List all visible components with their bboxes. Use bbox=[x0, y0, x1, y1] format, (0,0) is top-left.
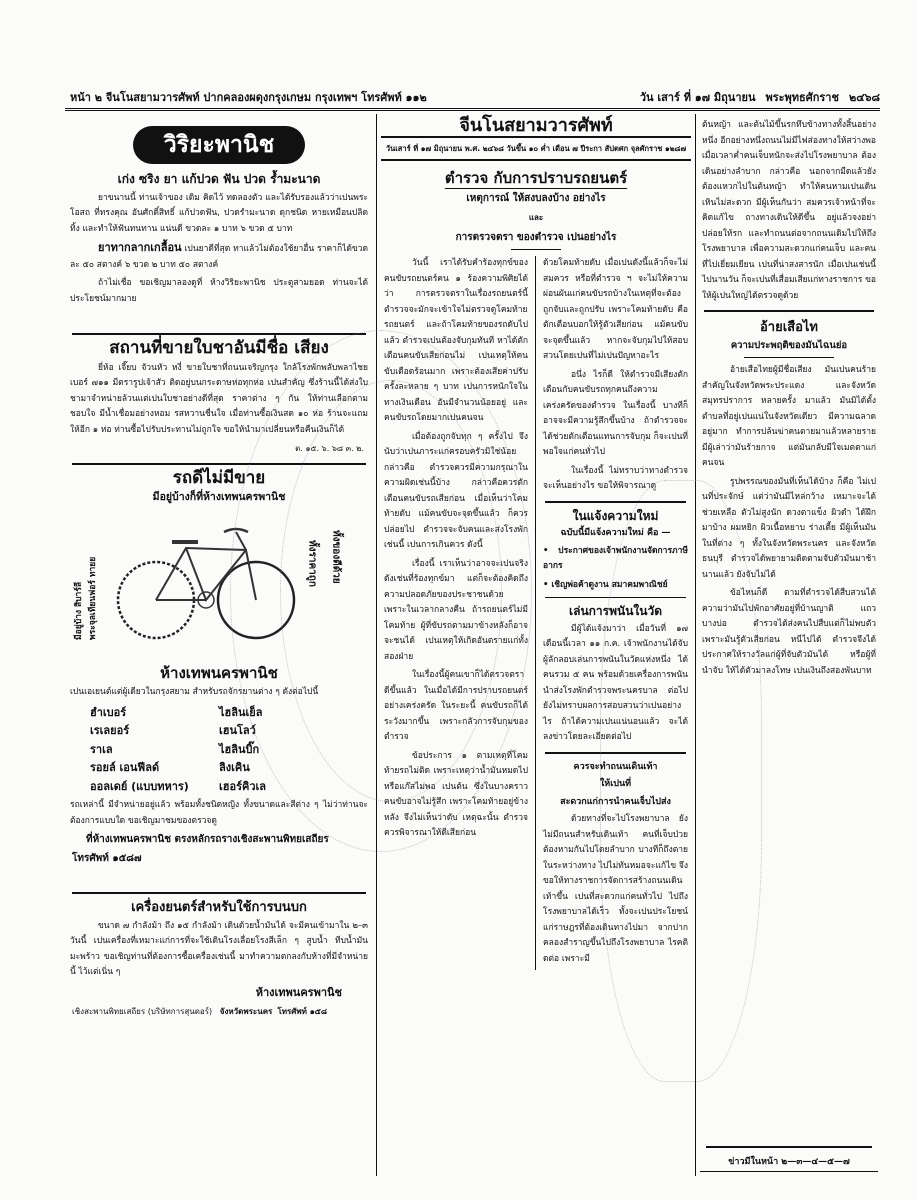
ad-bicycle-shop: ห้างเทพนครพานิช bbox=[160, 663, 278, 682]
article-subtitle: ความประพฤติของมันไฉนย่อ bbox=[730, 339, 848, 351]
masthead: จีนโนสยามวารศัพท์ bbox=[459, 115, 613, 136]
page-header bbox=[70, 86, 880, 108]
editorial-conjunction: และ bbox=[528, 213, 544, 222]
paragraph: ข้อประการ ๑ ตามเหตุที่โคมท้ายรถไม่ติด เพราะเหตุว่าน้ำมันหมดไป หรือแก๊สไม่พอ เปนต้น ซึ่งในบางคราวคนขับอาจไม่รู้สึก เพราะโคมท้ายอยู่ข้างหลัง จึงไม่เห็นว่าดับ เหตุฉะนั้น ตำรวจควรพิจารณาให้ดีเสียก่อน bbox=[384, 750, 528, 838]
brand-item: ไฮลินเย็ล bbox=[219, 705, 263, 719]
news-gambling-title: เล่นการพนันในวัด bbox=[568, 604, 663, 618]
news-road-title-2: ให้เปนที่ bbox=[599, 779, 632, 789]
brand-item: ลิงเคิน bbox=[219, 761, 250, 774]
right-footer-area bbox=[700, 1140, 878, 1172]
section-divider bbox=[72, 333, 366, 335]
brand-item: ฮำเบอร์ bbox=[90, 705, 127, 719]
paragraph: เมื่อต้องถูกจับทุก ๆ ครั้งไป จึงนับว่าเปนภาระแก่ครอบครัวมิใช่น้อย กล่าวคือ ตำรวจควรมีความกรุณาในความผิดเช่นนี้บ้าง กล่าวคือควรตักเตือนคนขับรถเสียก่อน เมื่อเห็นว่าโคมท้ายดับ แม้คนขับจะจุดขึ้นแล้ว ก็ควรปล่อยไป ตำรวจจะจับคนและส่งโรงพักเช่นนี้ เปนการเกินควร ดังนี้ bbox=[384, 431, 528, 550]
vertical-text-left-2: พระจุลเทียนฟอร์ ทายย bbox=[88, 556, 98, 640]
ad-engine-contact bbox=[72, 1004, 366, 1020]
ad-engine-phone: โทรศัพท์ ๑๕๘ bbox=[277, 1007, 328, 1016]
ad-engine bbox=[66, 900, 372, 1020]
editorial-subcolumn-b bbox=[536, 256, 695, 970]
paragraph: วันนี้ เราได้รับคำร้องทุกข์ของคนขับรถยนตร์คน ๑ ร้องความพิศิยได้ว่า การตรวจตราในเรื่องรถยนตร์นี้ ตำรวจจะมักจะเข้าใจไม่ตรวจดูโคมท้ายรถยนตร์ และถ้าโคมท้ายของรถดับไปแล้ว ตำรวจเปนต้องจับกุมทันที หาได้ตักเตือนคนขับเสียก่อนไม่ เปนเหตุให้คนขับเดือดร้อนมาก เพราะต้องเสียค่าปรับครั้งละหลาย ๆ บาท เปนการหนักใจในทางเงินเดือน อันมีจำนวนน้อยอยู่ และคนขับรถโดยมากเปนคนจน bbox=[384, 258, 528, 423]
brand-item: ราเล bbox=[90, 742, 113, 756]
notice-title: ในแจ้งความใหม่ bbox=[572, 508, 659, 523]
brand-item: เฮนโลว์ bbox=[219, 724, 256, 737]
dateline: วันเสาร์ ที่ ๑๗ มิถุนายน พ.ศ. ๒๔๖๘ วันขึ้น ๑๐ ค่ำ เดือน ๗ ปีระกา สัปตศก จุลศักราช ๑๒๘๗ bbox=[381, 136, 691, 162]
ad-body: ยาขนานนี้ ท่านเจ้าของ เดิม คิดไว้ ทดลองตัว และได้รับรองแล้วว่าเปนพระโอสถ ที่ทรงคุณ อันศักดิ์สิทธิ์ แก้ปวดฟัน, ปวดรำมะนาด ดุกชนิด หายเหมือนปลิดทิ้ง และทำให้ฟันทนทาน แน่นดี ขวดละ ๑ บาท ๖ ขวด ๕ บาท bbox=[70, 192, 368, 234]
notice-item-text: ประกาศของเจ้าพนักงานจัดการภาษีอากร bbox=[543, 545, 688, 571]
paragraph: ต้นหญ้า และต้นไม้ขึ้นรกทึบข้างทางทั้งสิ้นอย่างหนึ่ง อีกอย่างหนึ่งถนนไม่มีไฟส่องทางให้สว่างพอ เมื่อเวลาค่ำคนเจ็บหนักจะส่งไปโรงพยาบาล ต้องเดินอย่างลำบาก กล่าวคือ นอกจากมืดแล้วยังต้องแหวกไปในต้นหญ้า ทำให้คนหามเปนเดินเหินไม่สะดวก มีผู้เห็นกันว่า สมควรเจ้าหน้าที่จะคิดแก้ไข ถางทางเดินให้ดีขึ้น อยู่แล้วจงอย่าปล่อยให้รก และทำถนนต่อจากถนนเดิมไปให้ถึงโรงพยาบาล เพื่อความสะดวกแก่คนเจ็บ และคนที่ไปเยี่ยมเยียน เปนที่น่าสงสารนัก เมื่อเปนเช่นนี้ไปนานวัน ก็จะเปนที่เสื่อมเสียแก่ทางราชการ ขอให้ผู้เปนใหญ่ได้ตรวจดูด้วย bbox=[702, 120, 876, 301]
brand-item: ออลเดย์ (แบบทหาร) bbox=[90, 779, 189, 793]
ad-tea-shop bbox=[66, 338, 372, 457]
section-divider bbox=[545, 501, 686, 503]
section-divider bbox=[72, 463, 366, 465]
editorial-subtitle-2: การตรวจตรา ของตำรวจ เปนอย่างไร bbox=[455, 231, 617, 243]
vertical-text-left-1: มีอยู่บ้าง สิบาร์ลี bbox=[74, 581, 84, 640]
paragraph: ด้วยโคมท้ายดับ เมื่อเปนดังนี้แล้วก็จะไม่สมควร หรือที่ตำรวจ ฯ จะไม่ให้ความผ่อนผันแก่คนขับรถบ้างในเหตุที่จะต้องถูกจับและถูกปรับ เพราะโคมท้ายดับ คือ ตักเตือนบอกให้รู้ตัวเสียก่อน แม้คนขับจะจุดขึ้นแล้ว หากจะจับกุมไปให้สอบสวนโดยเปนที่ไม่เปนปัญหาอะไร bbox=[543, 258, 688, 361]
notice-item-text: เชิญพ่อค้าดูงาน สมาคมพาณิชย์ bbox=[551, 579, 668, 590]
ad-bicycle-phone: โทรศัพท์ ๑๕๘๗ bbox=[72, 852, 142, 864]
vertical-text-right-1: ทั้งราคาถูก bbox=[306, 539, 318, 587]
short-divider bbox=[744, 357, 834, 358]
section-divider bbox=[545, 597, 686, 598]
header-divider bbox=[65, 108, 880, 111]
ad-product2-body: เปนยาดีที่สุด ทาแล้วไม่ต้องใช้ยาอื่น ราคาก็ได้ขวด ละ ๕๐ สตางค์ ๖ ขวด ๒ บาท ๕๐ สตางค์ bbox=[70, 244, 368, 270]
ad-engine-city: จังหวัดพระนคร bbox=[219, 1007, 273, 1016]
brand-item: รอยล์ เอนฟีลด์ bbox=[90, 761, 160, 774]
left-column bbox=[66, 114, 372, 1176]
paragraph: อนึ่ง ไรก็ดี ให้ตำรวจมีเสียงตักเตือนกับคนขับรถทุกคนถึงความเคร่งครัดของตำรวจ ในเรื่องนี้ บางทีก็อาจจะมีความรู้สึกขึ้นบ้าง ถ้าตำรวจจะได้ช่วยตักเตือนแทนการจับกุม ก็จะเปนที่พอใจแก่คนทั่วไป bbox=[543, 369, 688, 457]
header-year: ๒๔๖๘ bbox=[848, 91, 880, 104]
ad-tagline: เก่ง ซริง ยา แก้ปวด ฟัน ปวด ร้ำมะนาด bbox=[117, 172, 321, 186]
ad-product2-title: ยาทากลากเกลื้อน bbox=[98, 241, 182, 254]
notice-sub: ฉบับนี้มีแจ้งความใหม่ คือ — bbox=[560, 528, 671, 538]
brand-item: เฮอร์คิวเล bbox=[219, 779, 267, 793]
brand-item: ไฮลินบิ๊ก bbox=[219, 742, 260, 756]
ad-bicycle-note: รถเหล่านี้ มีจำหน่ายอยู่แล้ว พร้อมทั้งชนิดหญิง ทั้งขนาดและสีต่าง ๆ ไม่ว่าท่านจะต้องการแบบใด ขอเชิญมาชมของตรวจดู bbox=[70, 800, 368, 826]
vertical-text-right-2: ทั้งของดีด้วย bbox=[330, 529, 342, 584]
ad-tea-ref: ต. ๑๕. ๖. ๖๘ ๓. ๒. bbox=[295, 444, 364, 453]
ad-tea-body: ยี่ห้อ เจี๊ยบ จัวนหัว หงี่ ขายใบชาที่ถนนเจริญกรุง ใกล้โรงพักพลับพลาไชย เบอร์ ๗๑๑ มีตรารูปเจ้าสัว ติดอยู่บนกระดาษห่อทุกห่อ เปนสำคัญ ซึ่งร้านนี้ได้ส่งใบชามาจำหน่ายล้วนแต่เปนใบชาอย่างดีที่สุด ราคาต่าง ๆ กัน ให้ท่านเลือกตามชอบใจ มีน้ำเชื่อมอย่างหอม รสหวานชื่นใจ เมื่อท่านซื้อเงินสด ๑๐ ห่อ ร้านจะแถมให้อีก ๑ ห่อ ท่านซื้อไปรับประทานไม่ถูกใจ ขอให้นำมาเปลี่ยนหรือคืนเงินก็ได้ bbox=[70, 362, 368, 435]
notice-item: • เชิญพ่อค้าดูงาน สมาคมพาณิชย์ bbox=[543, 579, 668, 590]
paragraph: ข้อไหนก็ดี ตามที่ตำรวจได้สืบสวนได้ความว่ามันไปพักอาศัยอยู่ที่บ้านญาติ แถวบางบ่อ ตำรวจได้ส่งคนไปสืบแต่ก็ไม่พบตัว เพราะมันรู้ตัวเสียก่อน หนีไปได้ ตำรวจจึงได้ประกาศให้รางวัลแก่ผู้ที่จับตัวมันได้ หรือผู้ที่นำจับ ให้ได้ตัวมาลงโทษ เปนเงินถึงสองพันบาท bbox=[702, 588, 876, 676]
paragraph: เรื่องนี้ เราเห็นว่าอาจจะเปนจริงดังเช่นที่ร้องทุกข์มา แต่ก็จะต้องคิดถึงความปลอดภัยของประชาชนด้วย เพราะในเวลากลางคืน ถ้ารถยนตร์ไม่มีโคมท้าย ผู้ที่ขับรถตามมาข้างหลังก็อาจจะชนได้ เปนเหตุให้เกิดอันตรายแก่ทั้งสองฝ่าย bbox=[384, 558, 528, 662]
ad-bicycle-title: รถดีไม่มีขาย bbox=[172, 467, 266, 488]
ad-tea-title: สถานที่ขายใบชาอันมีชื่อ เสียง bbox=[109, 338, 329, 358]
notice-box bbox=[539, 509, 692, 594]
header-era-label: พระพุทธศักราช bbox=[765, 91, 839, 104]
ad-bicycle-subtitle: มีอยู่บ้างก็ที่ห้างเทพนครพานิช bbox=[152, 491, 286, 503]
paragraph: ในเรื่องนี้ ไม่ทราบว่าทางตำรวจจะเห็นอย่างไร ขอให้พิจารณาดู bbox=[543, 465, 688, 491]
news-road-body: ด้วยทางที่จะไปโรงพยาบาล ยังไม่มีถนนสำหรับเดินเท้า คนที่เจ็บป่วยต้องหามกันไปโดยลำบาก บางทีก็ถึงตายในระหว่างทาง ไปไม่ทันหมอจะแก้ไข จึงขอให้ทางราชการจัดการสร้างถนนเดินเท้าขึ้น เปนที่สะดวกแก่คนทั่วไป ไปถึงโรงพยาบาลได้เร็ว ทั้งจะเปนประโยชน์แก่ราษฎรที่ต้องเดินทางไปมา จากปากคลองสำราญขึ้นไปถึงโรงพยาบาล ไรคติดต่อ เพราะมี bbox=[543, 814, 688, 964]
article-title: อ้ายเสือไท bbox=[759, 320, 819, 335]
editorial-subtitle-1: เหตุการณ์ ให้สงบลงบ้าง อย่างไร bbox=[466, 192, 606, 204]
ad-engine-body: ขนาด ๗ กำลังม้า ถึง ๑๕ กำลังม้า เดินด้วยน้ำมันได้ จะมีคนเข้ามาใน ๒–๓ วันนี้ เปนเครื่องที่เหมาะแก่การที่จะใช้เดินโรงเลื่อยโรงสีเล็ก ๆ สูบน้ำ ทีบน้ำมันมะพร้าว ขอเชิญท่านที่ต้องการซื้อเครื่องเช่นนี้ มาทำความตกลงกับห้างที่มีจำหน่ายนี้ ไว้แต่เนิ่น ๆ bbox=[70, 920, 368, 977]
header-date bbox=[640, 88, 880, 106]
header-date-day: วัน เสาร์ ที่ ๑๗ มิถุนายน bbox=[639, 91, 756, 104]
section-divider bbox=[706, 1146, 872, 1148]
ad-viriya-panich bbox=[66, 126, 372, 307]
ad-bicycle-address: ที่ห้างเทพนครพานิช ตรงหลักรถรางเชิงสะพานพิทยเสถียร bbox=[86, 834, 329, 845]
section-divider bbox=[704, 310, 874, 312]
header-publication: หน้า ๒ จีนโนสยามวารศัพท์ ปากคลองผดุงกรุงเกษม กรุงเทพฯ โทรศัพท์ ๑๑๒ bbox=[70, 91, 427, 104]
ad-engine-signature: ห้างเทพนครพานิช bbox=[255, 985, 342, 999]
news-road-title-3: สะดวกแก่การนำคนเจ็บไปส่ง bbox=[560, 796, 671, 807]
article-suea-thai bbox=[698, 320, 880, 679]
ad-engine-address: เชิงสะพานพิทยเสถียร (บริษัทการสุนดอร์) bbox=[72, 1007, 213, 1016]
bicycle-icon bbox=[106, 518, 306, 648]
bicycle-illustration-area bbox=[66, 510, 372, 660]
middle-column bbox=[376, 114, 696, 1176]
paragraph: รูปพรรณของมันที่เห็นได้บ้าง ก็คือ ไม่เปนที่ประจักษ์ แต่ว่ามันมีไหล่กว้าง เหมาะจะได้ช่วยเหลือ ตัวไม่สูงนัก ดวงตาแข็ง ผิวดำ ได้ฝึกมาบ้าง ผมหยิก ผิวเนื้อหยาบ ร่างเตี้ย มีผู้เห็นมันในที่ต่าง ๆ ทั้งในจังหวัดพระนคร และจังหวัดธนบุรี ตำรวจได้พยายามติดตามจับตัวมันมาช้านานแล้ว ยังจับไม่ได้ bbox=[702, 476, 876, 580]
notice-item: • ประกาศของเจ้าพนักงานจัดการภาษีอากร bbox=[543, 545, 688, 571]
ad-product2 bbox=[70, 240, 368, 273]
editorial-body bbox=[377, 256, 695, 970]
ornamental-divider bbox=[545, 752, 686, 754]
ad-bicycle-intro: เปนเอเยนต์แต่ผู้เดียวในกรุงสยาม สำหรับรถจักรยานต่าง ๆ ดังต่อไปนี้ bbox=[70, 687, 319, 697]
bicycle-brand-list bbox=[90, 705, 348, 795]
right-column bbox=[698, 114, 880, 1176]
section-divider bbox=[72, 892, 366, 894]
editorial-subcolumn-a bbox=[377, 256, 536, 970]
ad-footer: ถ้าไม่เชื่อ ขอเชิญมาลองดูที่ ห้างวิริยะพานิช ประตูสามยอด ท่านจะได้ประโยชน์มากมาย bbox=[70, 278, 368, 304]
editorial-title: ตำรวจ กับการปราบรถยนตร์ bbox=[444, 169, 628, 187]
ad-engine-title: เครื่องยนตร์สำหรับใช้การบนบก bbox=[131, 900, 307, 915]
news-gambling-body: มีผู้ได้แจ้งมาว่า เมื่อวันที่ ๑๗ เดือนนี้เวลา ๑๑ ก.ค. เจ้าพนักงานได้จับผู้ลักลอบเล่นการพนันในวัดแห่งหนึ่ง ได้คนรวม ๕ คน พร้อมด้วยเครื่องการพนัน นำส่งโรงพักตำรวจพระนครบาล ต่อไป ยังไม่ทราบผลการสอบสวนว่าเปนอย่างไร ถ้าได้ความเปนแน่นอนแล้ว จะได้ลงข่าวโดยละเอียดต่อไป bbox=[543, 623, 688, 742]
paragraph: อ้ายเสือไทยผู้มีชื่อเสียง มันเปนคนร้ายสำคัญในจังหวัดพระประแดง และจังหวัดสมุทรปราการ หลายครั้ง มาแล้ว มันมิได้ตั้งตำบลที่อยู่เปนแน่ในจังหวัดเดียว มีความฉลาดอยู่มาก ทำการปล้นฆ่าคนตายมาแล้วหลายราย มีผู้เล่าว่ามันร้ายกาจ แต่มันกลับมีใจเมตตาแก่คนจน bbox=[702, 365, 876, 468]
news-road-title-1: ควรจะทำถนนเดินเท้า bbox=[573, 761, 658, 772]
ad-banner: วิริยะพานิช bbox=[133, 126, 305, 164]
ad-bicycle bbox=[66, 467, 372, 867]
paragraph: ในเรื่องนี้ผู้คนเขาก็ได้ตรวจตราดีขึ้นแล้ว ในเมื่อได้มีการปราบรถยนตร์อย่างเคร่งครัด ในระยะนี้ คนขับรถก็ได้ระวังมากขึ้น เพราะกลัวการจับกุมของตำรวจ bbox=[384, 670, 528, 742]
short-divider bbox=[511, 249, 561, 250]
page-index-note: ข่าวมีในหน้า ๒—๓—๔—๕—๗ bbox=[700, 1154, 878, 1172]
brand-item: เรเลยอร์ bbox=[90, 724, 130, 737]
